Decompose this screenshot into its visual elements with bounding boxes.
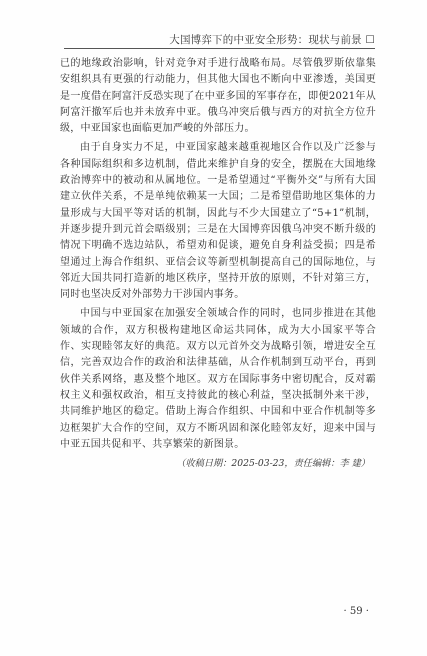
body-paragraph-1: 已的地缘政治影响，针对竞争对手进行战略布局。尽管俄罗斯依靠集安组织具有更强的行动能力，但其他大国也不断向中亚渗透，美国更是一度借在阿富汗反恐实现了在中亚多国的军事存在，即便2021年从阿富汗撤军后也并未放弃中亚。俄乌冲突后俄与西方的对抗全方位升级，中亚国家也面临更加严峻的外部压力。 <box>60 58 376 135</box>
running-header-title: 大国博弈下的中亚安全形势：现状与前景 ☐ <box>169 34 375 46</box>
editor-note: （收稿日期：2025-03-23，责任编辑：李 建） <box>176 458 370 470</box>
page-number: · 59 · <box>343 606 369 617</box>
body-paragraph-3: 中国与中亚国家在加强安全领域合作的同时，也同步推进在其他领域的合作，双方积极构建地区命运共同体，成为大小国家平等合作、实现睦邻友好的典范。双方以元首外交为战略引领，增进安全互信，完善双边合作的政治和法律基础，从合作机制到互动平台，再到伙伴关系网络，惠及整个地区。双方在国际事务中密切配合，反对霸权主义和强权政治，相互支持彼此的核心利益，坚决抵制外来干涉，共同维护地区的稳定。借助上海合作组织、中国和中亚合作机制等多边框架扩大合作的空间，双方不断巩固和深化睦邻友好，迎来中国与中亚五国共促和平、共享繁荣的新图景。 <box>60 308 376 450</box>
article-body <box>60 56 376 471</box>
running-header <box>64 30 375 49</box>
body-paragraph-2: 由于自身实力不足，中亚国家越来越重视地区合作以及广泛参与各种国际组织和多边机制，借此来维护自身的安全，摆脱在大国地缘政治博弈中的被动和从属地位。一是希望通过“平衡外交”与所有大国建立伙伴关系，不是单纯依赖某一大国；二是希望借助地区集体的力量形成与大国平等对话的机制，因此与不少大国建立了“5+1”机制，并逐步提升到元首会晤级别；三是在大国博弈因俄乌冲突不断升级的情况下明确不选边站队，希望劝和促谈，避免自身利益受损；四是希望通过上海合作组织、亚信会议等新型机制提高自己的国际地位，与邻近大国共同打造新的地区秩序，坚持开放的原则，不针对第三方，同时也坚决反对外部势力干涉国内事务。 <box>60 142 376 301</box>
